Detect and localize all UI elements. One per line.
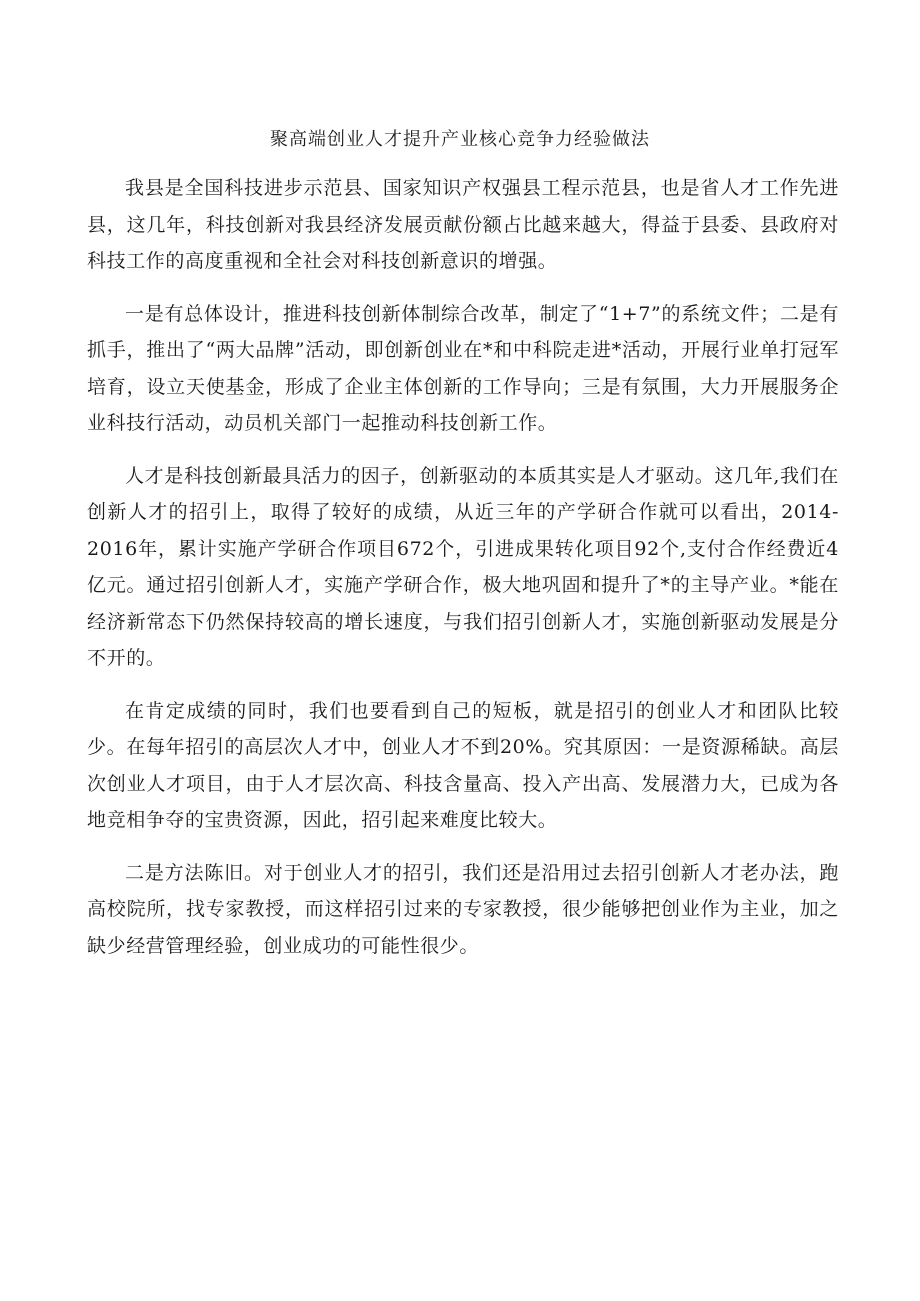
paragraph-outdated-methods: 二是方法陈旧。对于创业人才的招引，我们还是沿用过去招引创新人才老办法，跑高校院所，找专家教授，而这样招引过来的专家教授，很少能够把创业作为主业，加之缺少经营管理经验，创业成功的可能性很少。 [87, 861, 839, 957]
document-title: 聚高端创业人才提升产业核心竞争力经验做法 [270, 129, 650, 150]
paragraph-intro: 我县是全国科技进步示范县、国家知识产权强县工程示范县，也是省人才工作先进县，这几年，科技创新对我县经济发展贡献份额占比越来越大，得益于县委、县政府对科技工作的高度重视和全社会对科技创新意识的增强。 [87, 177, 839, 272]
paragraph-shortcomings: 在肯定成绩的同时，我们也要看到自己的短板，就是招引的创业人才和团队比较少。在每年招引的高层次人才中，创业人才不到20%。究其原因：一是资源稀缺。高层次创业人才项目，由于人才层次高、科技含量高、投入产出高、发展潜力大，已成为各地竞相争夺的宝贵资源，因此，招引起来难度比较大。 [87, 699, 839, 831]
paragraph-talent-results: 人才是科技创新最具活力的因子，创新驱动的本质其实是人才驱动。这几年,我们在创新人才的招引上，取得了较好的成绩，从近三年的产学研合作就可以看出，2014-2016年，累计实施产学研合作项目672个，引进成果转化项目92个,支付合作经费近4亿元。通过招引创新人才，实施产学研合作，极大地巩固和提升了*的主导产业。*能在经济新常态下仍然保持较高的增长速度，与我们招引创新人才，实施创新驱动发展是分不开的。 [87, 464, 839, 669]
document-body [87, 170, 839, 980]
paragraph-measures: 一是有总体设计，推进科技创新体制综合改革，制定了“1+7”的系统文件；二是有抓手，推出了“两大品牌”活动，即创新创业在*和中科院走进*活动，开展行业单打冠军培育，设立天使基金，形成了企业主体创新的工作导向；三是有氛围，大力开展服务企业科技行活动，动员机关部门一起推动科技创新工作。 [87, 302, 839, 434]
